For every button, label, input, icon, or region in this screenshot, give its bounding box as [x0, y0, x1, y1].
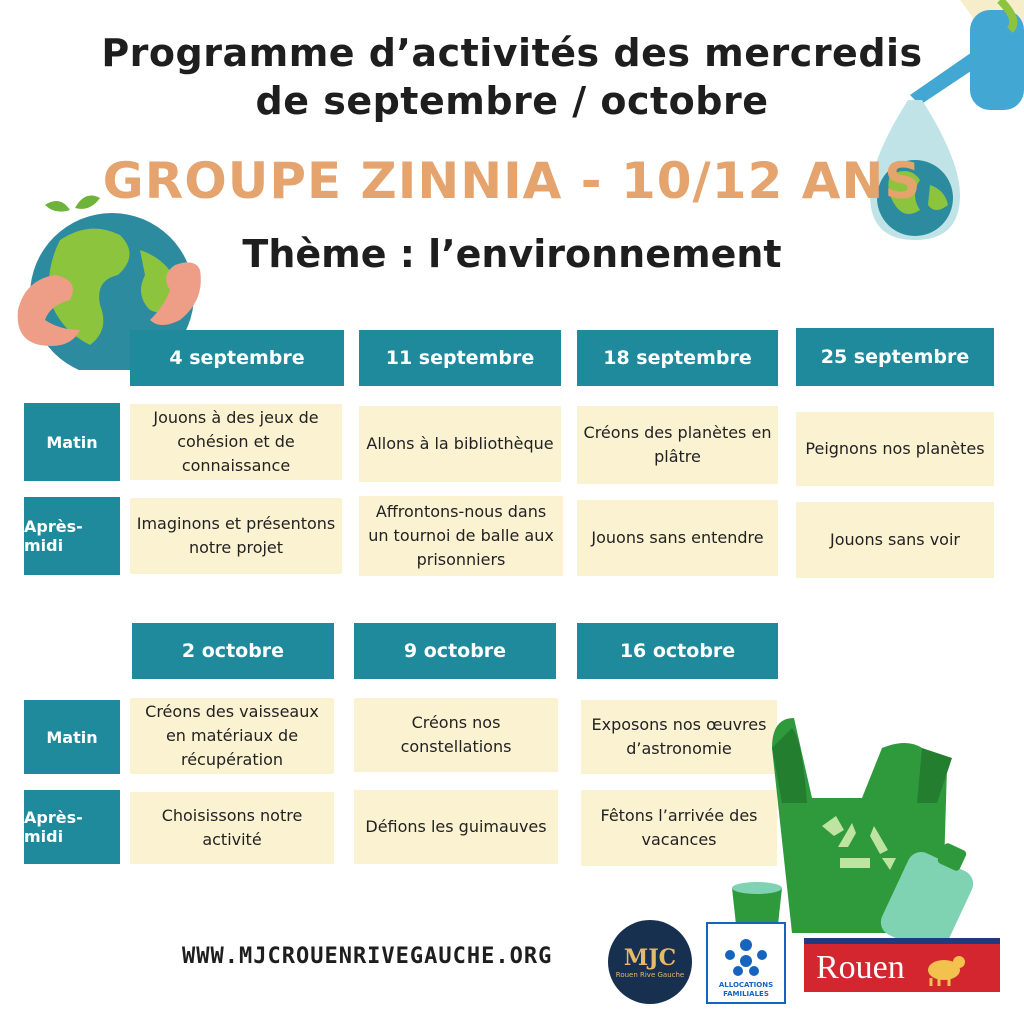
- date-header: 2 octobre: [132, 623, 334, 679]
- title-line-2: de septembre / octobre: [255, 79, 769, 123]
- date-header: 4 septembre: [130, 330, 344, 386]
- activity-cell: Affrontons-nous dans un tournoi de balle aux prisonniers: [359, 496, 563, 576]
- rouen-logo: [804, 938, 1000, 992]
- activity-cell: Jouons sans entendre: [577, 500, 778, 576]
- mjc-logo-text: MJC: [623, 945, 677, 971]
- date-header: 16 octobre: [577, 623, 778, 679]
- activity-cell: Jouons à des jeux de cohésion et de connaissance: [130, 404, 342, 480]
- caf-people-icon: [718, 937, 774, 981]
- activity-cell: Créons des vaisseaux en matériaux de récupération: [130, 698, 334, 774]
- activity-cell: Jouons sans voir: [796, 502, 994, 578]
- activity-cell: Défions les guimauves: [354, 790, 558, 864]
- row-label-afternoon: Après-midi: [24, 497, 120, 575]
- activity-cell: Choisissons notre activité: [130, 792, 334, 864]
- activity-cell: Fêtons l’arrivée des vacances: [581, 790, 777, 866]
- row-label-morning: Matin: [24, 700, 120, 774]
- rouen-logo-text: Rouen: [816, 949, 905, 986]
- theme: Thème : l’environnement: [242, 232, 782, 276]
- recycle-bag-illustration: [712, 708, 1012, 948]
- row-label-morning: Matin: [24, 403, 120, 481]
- mjc-logo-subtext: Rouen Rive Gauche: [615, 971, 685, 979]
- caf-logo-text: ALLOCATIONS FAMILIALES: [718, 981, 774, 998]
- caf-logo: [706, 922, 786, 1004]
- mjc-logo: [608, 920, 692, 1004]
- title-line-1: Programme d’activités des mercredis: [101, 31, 923, 75]
- date-header: 25 septembre: [796, 328, 994, 386]
- website-link[interactable]: WWW.MJCROUENRIVEGAUCHE.ORG: [182, 944, 553, 969]
- activity-cell: Imaginons et présentons notre projet: [130, 498, 342, 574]
- row-label-afternoon: Après-midi: [24, 790, 120, 864]
- activity-cell: Allons à la bibliothèque: [359, 406, 561, 482]
- activity-cell: Créons des planètes en plâtre: [577, 406, 778, 484]
- activity-cell: Exposons nos œuvres d’astronomie: [581, 700, 777, 774]
- activity-cell: Peignons nos planètes: [796, 412, 994, 486]
- date-header: 11 septembre: [359, 330, 561, 386]
- group-name: GROUPE ZINNIA - 10/12 ANS: [102, 152, 922, 210]
- activity-cell: Créons nos constellations: [354, 698, 558, 772]
- date-header: 18 septembre: [577, 330, 778, 386]
- date-header: 9 octobre: [354, 623, 556, 679]
- lamb-icon: [919, 948, 969, 988]
